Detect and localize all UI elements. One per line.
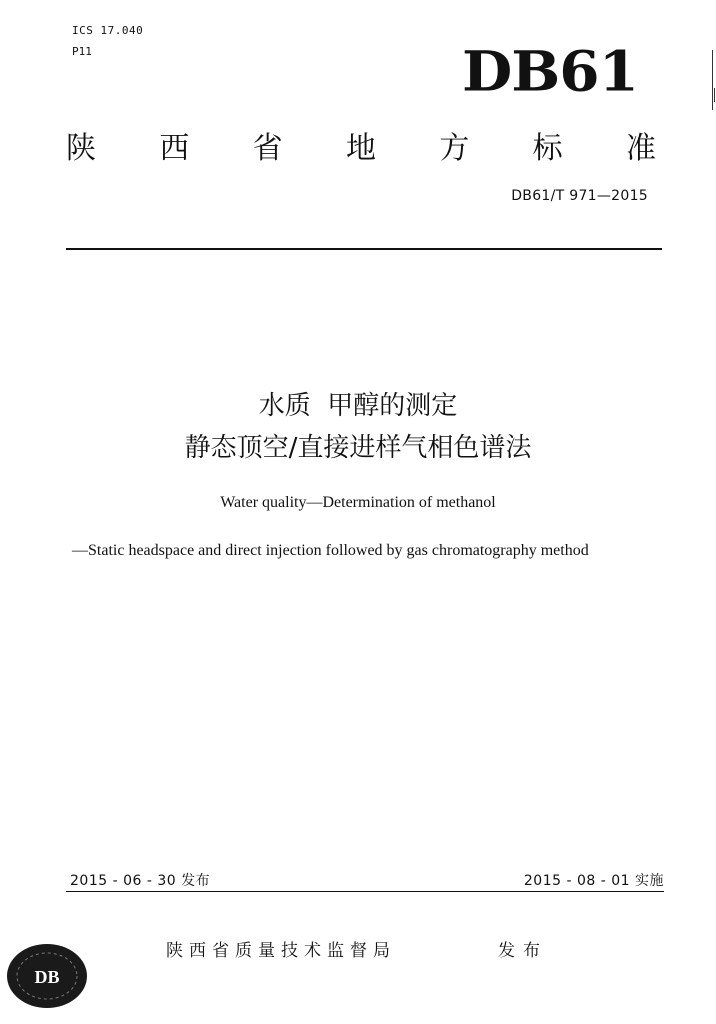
- issuing-authority: 陕西省质量技术监督局: [166, 941, 396, 961]
- implement-date: 2015 - 08 - 01 实施: [523, 873, 664, 889]
- standard-type-char: 省: [252, 131, 283, 166]
- header-divider: [66, 248, 662, 250]
- standard-type-char: 准: [625, 131, 656, 166]
- footer-divider: [66, 891, 664, 892]
- ccs-code: P11: [72, 45, 92, 58]
- edge-mark: [714, 88, 715, 102]
- standard-type-char: 地: [345, 131, 376, 166]
- standard-type-char: 西: [159, 131, 190, 166]
- ics-code: ICS 17.040: [72, 24, 144, 37]
- edge-mark: [712, 50, 713, 110]
- title-chinese-line2: 静态顶空/直接进样气相色谱法: [184, 433, 532, 463]
- standard-number: DB61/T 971—2015: [511, 188, 648, 204]
- standard-type-char: 标: [532, 131, 563, 166]
- standard-type-heading: [66, 132, 656, 166]
- issue-date: 2015 - 06 - 30 发布: [70, 873, 211, 889]
- standard-type-char: 方: [439, 131, 470, 166]
- publish-label: 发布: [498, 941, 548, 961]
- standard-type-char: 陕: [66, 131, 96, 166]
- seal-text: DB: [34, 967, 60, 987]
- db61-logo: DB61: [461, 39, 638, 104]
- title-english-line1: Water quality—Determination of methanol: [220, 494, 496, 511]
- title-english-line2: —Static headspace and direct injection followed by gas chromatography method: [72, 542, 589, 559]
- title-chinese-line1: 水质 甲醇的测定: [258, 391, 458, 421]
- official-seal-icon: [4, 938, 90, 1010]
